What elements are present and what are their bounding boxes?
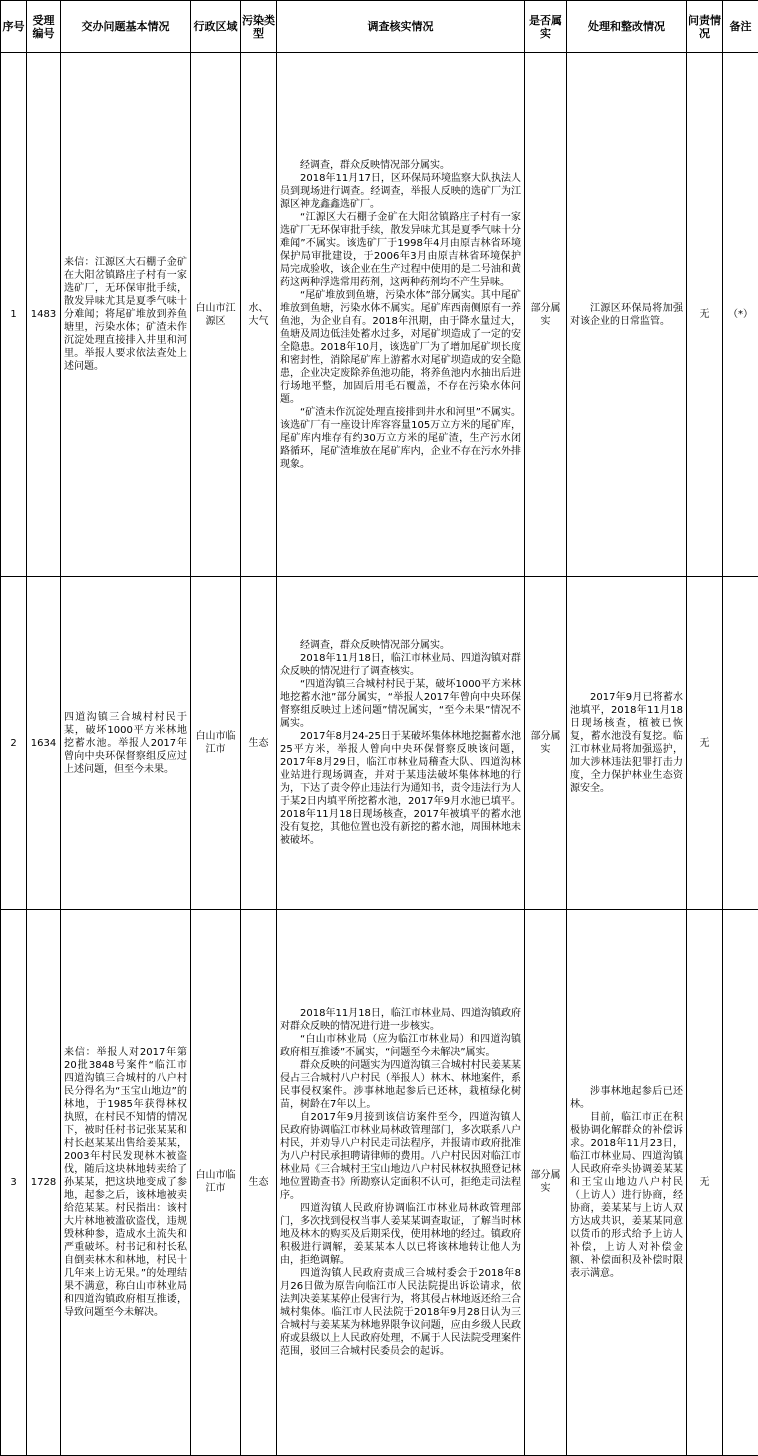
- header-verified: 是否属实: [525, 1, 567, 53]
- handling-paragraph: 目前，临江市正在积极协调化解群众的补偿诉求。2018年11月23日，临江市林业局、四道沟镇人民政府牵头协调姜某某和王宝山地边八户村民（上访人）进行协商，经协商，姜某某与上访人双方达成共识，姜某某同意以货币的形式给予上访人补偿，上访人对补偿金额、补偿面积及补偿时限表示满意。: [570, 1111, 683, 1279]
- row-seq: 1: [1, 53, 27, 577]
- investigation-paragraph: 2017年8月24-25日于某破坏集体林地挖掘蓄水池25平方米，举报人曾向中央环保督察反映该问题，2017年8月29日，临江市林业局稽查大队、四道沟林业站进行现场调查，并对于某违法破坏集体林地的行为，下达了责令停止违法行为通知书，责令违法行为人于某2日内填平所挖蓄水池，2017年9月水池已填平。2018年11月18日现场核查，2017年被填平的蓄水池没有复挖，其他位置也没有新挖的蓄水池，周围林地未被破坏。: [280, 731, 521, 846]
- investigation-paragraph: 2018年11月17日，区环保局环境监察大队执法人员到现场进行调查。经调查，举报人反映的选矿厂为江源区神龙鑫鑫选矿厂。: [280, 172, 521, 210]
- row-handling: [567, 577, 687, 909]
- header-row: [1, 1, 758, 53]
- header-handling: 处理和整改情况: [567, 1, 687, 53]
- header-note: 备注: [723, 1, 758, 53]
- investigation-paragraph: “江源区大石棚子金矿在大阳岔镇路庄子村有一家选矿厂无环保审批手续，散发异味尤其是夏季气味十分难闻”不属实。该选矿厂于1998年4月由原吉林省环境保护局审批建设，于2006年3月由原吉林省环境保护局完成验收，该企业在生产过程中使用的是二号油和黄药这两种浮选常用药剂，这两种药剂均不产生异味。: [280, 211, 521, 288]
- header-seq: 序号: [1, 1, 27, 53]
- row-seq: 2: [1, 577, 27, 909]
- investigation-paragraph: 四道沟镇人民政府协调临江市林业局林政管理部门，多次找到侵权当事人姜某某调查取证，了解当时林地及林木的购买及后期采伐，使用林地的经过。镇政府积极进行调解，姜某某本人以已将该林地转让他人为由，拒绝调解。: [280, 1202, 521, 1266]
- row-id: 1728: [27, 909, 61, 1455]
- handling-paragraph: 2017年9月已将蓄水池填平，2018年11月18日现场核查，植被已恢复，蓄水池没有复挖。临江市林业局将加强巡护，加大涉林违法犯罪打击力度，全力保护林业生态资源安全。: [570, 692, 683, 794]
- investigation-paragraph: 2018年11月18日，临江市林业局、四道沟镇对群众反映的情况进行了调查核实。: [280, 653, 521, 677]
- row-id: 1483: [27, 53, 61, 577]
- row-verified: 部分属实: [525, 577, 567, 909]
- header-investigation: 调查核实情况: [277, 1, 525, 53]
- row-note: （*）: [723, 53, 758, 577]
- header-accountability: 问责情况: [687, 1, 723, 53]
- table-row: [1, 53, 758, 577]
- row-id: 1634: [27, 577, 61, 909]
- handling-paragraph: 涉事林地起参后已还林。: [570, 1085, 683, 1110]
- handling-paragraph: 江源区环保局将加强对该企业的日常监管。: [570, 302, 683, 327]
- investigation-paragraph: 四道沟镇人民政府责成三合城村委会于2018年8月26日做为原告向临江市人民法院提出诉讼请求，依法判决姜某某停止侵害行为，将其侵占林地返还给三合城村集体。临江市人民法院于2018年9月28日认为三合城村与姜某某为林地界限争议问题，应由乡级人民政府或县级以上人民政府处理，不属于人民法院受理案件范围，驳回三合城村民委员会的起诉。: [280, 1267, 521, 1357]
- investigation-paragraph: 经调查，群众反映情况部分属实。: [300, 159, 450, 171]
- header-pollution: 污染类型: [241, 1, 277, 53]
- row-region: 白山市临江市: [191, 577, 241, 909]
- row-pollution: 水、大气: [241, 53, 277, 577]
- table-row: [1, 577, 758, 909]
- row-seq: 3: [1, 909, 27, 1455]
- row-pollution: 生态: [241, 909, 277, 1455]
- row-region: 白山市江源区: [191, 53, 241, 577]
- row-handling: [567, 53, 687, 577]
- header-id: 受理编号: [27, 1, 61, 53]
- row-accountability: 无: [687, 909, 723, 1455]
- investigation-paragraph: “白山市林业局（应为临江市林业局）和四道沟镇政府相互推诿”不属实，“问题至今未解决”属实。: [280, 1033, 521, 1058]
- row-note: [723, 577, 758, 909]
- row-accountability: 无: [687, 577, 723, 909]
- row-issue: 来信：江源区大石棚子金矿在大阳岔镇路庄子村有一家选矿厂，无环保审批手续，散发异味尤其是夏季气味十分难闻；将尾矿堆放到养鱼塘里，污染水体；矿渣未作沉淀处理直接排入井里和河里。举报人要求依法查处上述问题。: [61, 53, 191, 577]
- investigation-paragraph: 自2017年9月接到该信访案件至今，四道沟镇人民政府协调临江市林业局林政管理部门，多次联系八户村民，并劝导八户村民走司法程序，并报请市政府批准为八户村民承担聘请律师的费用。八户村民因对临江市林业局《三合城村王宝山地边八户村民林权执照登记林地位置勘查书》所勘察认定面积不认可，拒绝走司法程序。: [280, 1111, 521, 1201]
- investigation-paragraph: “尾矿堆放到鱼塘，污染水体”部分属实。其中尾矿堆放到鱼塘，污染水体不属实。尾矿库西南侧原有一养鱼池，为企业自有。2018年汛期，由于降水量过大，鱼塘及周边低洼处蓄水过多，对尾矿坝造成了一定的安全隐患。2018年10月，该选矿厂为了增加尾矿坝长度和密封性，消除尾矿库上游蓄水对尾矿坝造成的安全隐患，企业决定废除养鱼池功能，将养鱼池内水抽出后进行场地平整，加固后用毛石覆盖，不存在污染水体问题。: [280, 289, 521, 405]
- row-region: 白山市临江市: [191, 909, 241, 1455]
- row-investigation: [277, 909, 525, 1455]
- header-issue: 交办问题基本情况: [61, 1, 191, 53]
- row-handling: [567, 909, 687, 1455]
- investigation-paragraph: 群众反映的问题实为四道沟镇三合城村村民姜某某侵占三合城村八户村民（举报人）林木、林地案件，系民事侵权案件。涉事林地起参后已还林，栽植绿化树苗，树龄在7年以上。: [280, 1059, 521, 1110]
- row-issue: 来信：举报人对2017年第20批3848号案件“临江市四道沟镇三合城村的八户村民分得名为“玉宝山地边”的林地，于1985年获得林权执照，在村民不知情的情况下，被时任村书记张某某和村长赵某某出售给姜某某，2003年村民发现林木被盗伐，随后这块林地转卖给了孙某某，把这块地变成了参地，起参之后，该林地被卖给范某某。村民指出：该村大片林地被滥砍盗伐，违规毁林种参，造成水土流失和严重破坏。村书记和村长私自倒卖林木和林地，村民十几年来上访无果。”的处理结果不满意，称白山市林业局和四道沟镇政府相互推诿，导致问题至今未解决。: [61, 909, 191, 1455]
- row-note: [723, 909, 758, 1455]
- table-row: [1, 909, 758, 1455]
- row-verified: 部分属实: [525, 53, 567, 577]
- row-accountability: 无: [687, 53, 723, 577]
- investigation-paragraph: “矿渣未作沉淀处理直接排到井水和河里”不属实。该选矿厂有一座设计库容容量105万立方米的尾矿库，尾矿库内堆存有约30万立方米的尾矿渣，生产污水闭路循环，尾矿渣堆放在尾矿库内，企业不存在污水外排现象。: [280, 406, 521, 470]
- header-region: 行政区域: [191, 1, 241, 53]
- row-verified: 部分属实: [525, 909, 567, 1455]
- investigation-paragraph: 经调查，群众反映情况部分属实。: [300, 640, 450, 651]
- investigation-paragraph: 2018年11月18日，临江市林业局、四道沟镇政府对群众反映的情况进行进一步核实。: [280, 1007, 521, 1032]
- row-investigation: [277, 53, 525, 577]
- row-issue: 四道沟镇三合城村村民于某，破坏1000平方米林地挖蓄水池。举报人2017年曾向中央环保督察组反应过上述问题，但至今未果。: [61, 577, 191, 909]
- row-investigation: [277, 577, 525, 909]
- row-pollution: 生态: [241, 577, 277, 909]
- investigation-paragraph: “四道沟镇三合城村村民于某，破坏1000平方米林地挖蓄水池”部分属实，“举报人2017年曾向中央环保督察组反映过上述问题”情况属实，“至今未果”情况不属实。: [280, 679, 521, 729]
